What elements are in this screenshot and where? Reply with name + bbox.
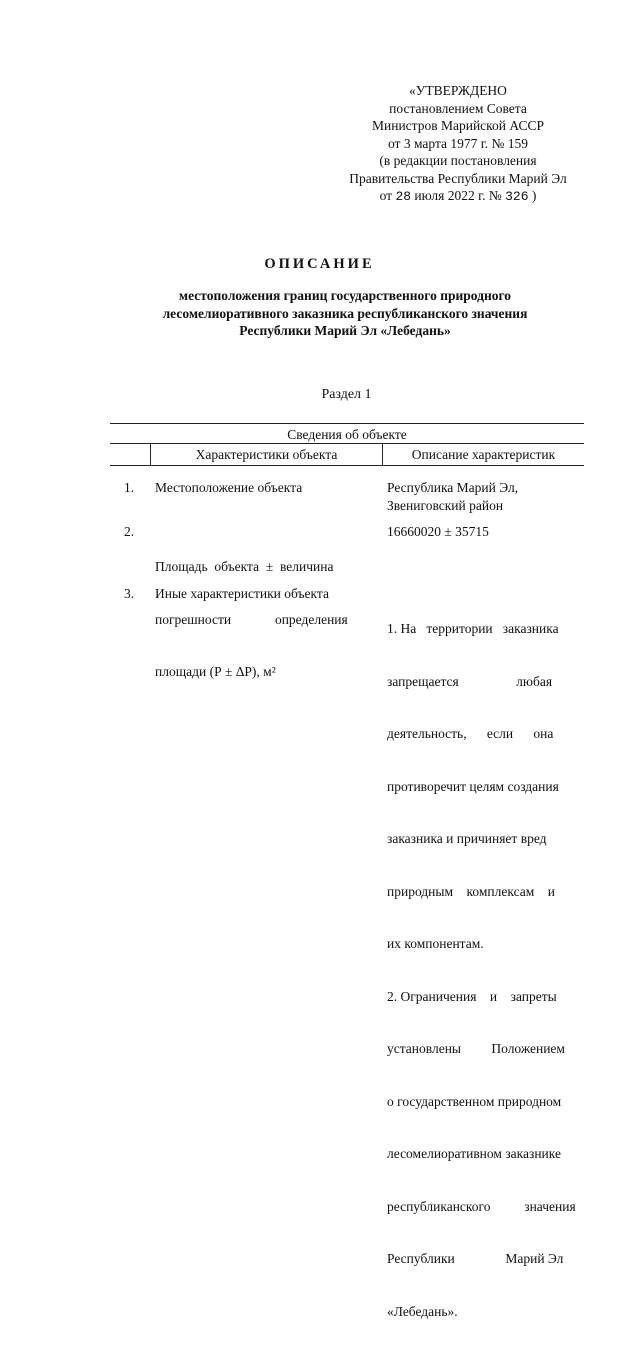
row-3-description-line: заказника и причиняет вред: [387, 831, 547, 846]
row-3-number: 3.: [124, 586, 135, 601]
row-3-description-line: деятельность, если она: [387, 726, 554, 741]
document-subtitle: [120, 287, 570, 340]
table-caption-divider: [110, 443, 584, 444]
table-top-border: [110, 423, 584, 424]
approval-date-day: 28: [395, 189, 412, 204]
subtitle-line-1: местоположения границ государственного природного: [178, 288, 512, 303]
approval-number: 326: [505, 189, 529, 204]
approval-date-month-year: июля 2022 г. №: [414, 188, 502, 203]
approval-line-3: Министров Марийской АССР: [372, 118, 544, 133]
row-1-characteristic-line: Местоположение объекта: [155, 480, 303, 495]
row-3-description-line: установлены Положением: [387, 1041, 565, 1056]
approval-date-suffix: ): [531, 188, 537, 203]
approval-line-6: Правительства Республики Марий Эл: [349, 170, 567, 186]
row-3-description-line: запрещается любая: [387, 673, 553, 689]
approval-line-2: постановлением Совета: [389, 100, 527, 116]
row-3-description-line: 1. На территории заказника: [387, 621, 559, 636]
approval-date-prefix: от: [379, 188, 393, 203]
row-1-characteristic: [155, 479, 373, 497]
row-2-characteristic-line: площади (Р ± ΔР), м²: [155, 664, 276, 679]
row-2-characteristic-line: погрешности определения: [155, 611, 348, 627]
row-3-description-line: их компонентам.: [387, 936, 484, 951]
row-2-number: 2.: [124, 524, 135, 539]
row-1-description-line: Звениговский район: [387, 497, 504, 513]
subtitle-line-3: Республики Марий Эл «Лебедань»: [239, 323, 451, 338]
table-caption: Сведения об объекте: [287, 427, 407, 442]
row-3-description-line: о государственном природном: [387, 1093, 562, 1109]
section-title: Раздел 1: [321, 387, 372, 402]
row-3-description-line: лесомелиоративном заказнике: [387, 1146, 561, 1161]
row-3-description-line: природным комплексам и: [387, 883, 556, 899]
row-3-description: [387, 585, 585, 1355]
row-1-description-line: Республика Марий Эл,: [387, 480, 519, 495]
row-2-characteristic: [155, 523, 373, 716]
approval-line-5: (в редакции постановления: [379, 153, 537, 168]
row-3-characteristic-line: Иные характеристики объекта: [155, 586, 329, 601]
table-header-bottom-border: [110, 465, 584, 466]
row-1-description: [387, 479, 585, 514]
row-3-description-line: противоречит целям создания: [387, 778, 559, 794]
row-2-description-line: 16660020 ± 35715: [387, 524, 489, 539]
approval-line-7: [330, 187, 586, 206]
document-title: ОПИСАНИЕ: [264, 256, 375, 272]
approval-line-1: «УТВЕРЖДЕНО: [409, 83, 507, 98]
column-header-characteristics: Характеристики объекта: [195, 447, 338, 462]
row-2-characteristic-line: Площадь объекта ± величина: [155, 559, 334, 574]
column-header-description: Описание характеристик: [411, 447, 556, 462]
row-2-description: [387, 523, 585, 541]
approval-block: [330, 82, 586, 206]
row-3-description-line: 2. Ограничения и запреты: [387, 988, 557, 1004]
approval-line-4: от 3 марта 1977 г. № 159: [387, 135, 529, 151]
row-3-characteristic: [155, 585, 373, 603]
row-3-description-line: республиканского значения: [387, 1198, 576, 1214]
subtitle-line-2: лесомелиоративного заказника республиканского значения: [162, 305, 528, 321]
row-3-description-line: «Лебедань».: [387, 1303, 458, 1319]
row-3-description-line: Республики Марий Эл: [387, 1251, 564, 1266]
row-1-number: 1.: [124, 480, 135, 495]
